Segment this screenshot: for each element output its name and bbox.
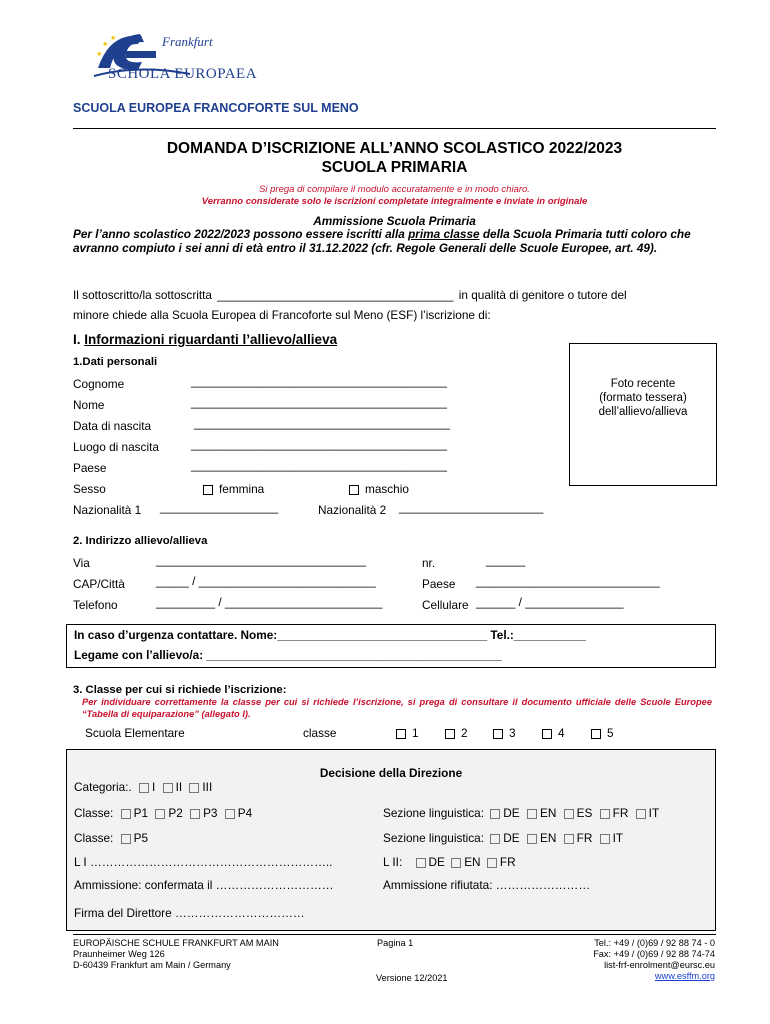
admission-heading: Ammissione Scuola Primaria bbox=[313, 214, 476, 228]
category-i-checkbox[interactable]: I bbox=[139, 780, 155, 794]
primary-school-label: Scuola Elementare bbox=[85, 726, 185, 740]
parent-name-field[interactable]: ____________________________________ bbox=[217, 288, 454, 302]
birthdate-field[interactable]: _______________________________________ bbox=[194, 416, 450, 430]
lang-fr-checkbox[interactable]: FR bbox=[600, 806, 629, 820]
svg-text:★: ★ bbox=[110, 35, 117, 42]
checkbox-icon bbox=[203, 485, 213, 495]
emergency-contact-field[interactable]: In caso d’urgenza contattare. Nome:________________________________ Tel.:___________ bbox=[74, 628, 586, 642]
decision-box bbox=[66, 749, 716, 931]
decision-title: Decisione della Direzione bbox=[319, 766, 463, 780]
note-line-1: Si prega di compilare il modulo accuratamente e in modo chiaro. bbox=[259, 184, 530, 195]
class-p4-checkbox[interactable]: P4 bbox=[225, 806, 252, 820]
class-heading: 3. Classe per cui si richiede l’iscrizione: bbox=[73, 684, 287, 696]
number-field[interactable]: ______ bbox=[486, 553, 526, 567]
checkbox-icon bbox=[445, 729, 455, 739]
class-p1-checkbox[interactable]: P1 bbox=[121, 806, 148, 820]
lang-it-checkbox[interactable]: IT bbox=[636, 806, 659, 820]
lang-es-checkbox[interactable]: ES bbox=[564, 806, 593, 820]
class-1-checkbox[interactable]: 1 bbox=[396, 726, 419, 740]
category-ii-checkbox[interactable]: II bbox=[163, 780, 183, 794]
field-label-number: nr. bbox=[422, 556, 436, 570]
checkbox-icon bbox=[591, 729, 601, 739]
header-rule bbox=[73, 128, 716, 129]
lang2-de-checkbox[interactable]: DE bbox=[490, 831, 519, 845]
checkbox-icon bbox=[349, 485, 359, 495]
page-number: Pagina 1 bbox=[377, 938, 414, 948]
female-checkbox[interactable]: femmina bbox=[203, 482, 264, 496]
intro-line-2: minore chiede alla Scuola Europea di Francoforte sul Meno (ESF) l’iscrizione di: bbox=[73, 308, 491, 322]
class-note: Per individuare correttamente la classe per cui si richiede l’iscrizione, si prega di consultare il documento ufficiale delle Scuole Europee “Tabella di equiparazione” (allegato I). bbox=[82, 697, 712, 719]
mobile-field[interactable]: ______ / _______________ bbox=[476, 595, 624, 609]
field-label-phone: Telefono bbox=[73, 598, 118, 612]
street-field[interactable]: ________________________________ bbox=[156, 553, 366, 567]
emergency-box bbox=[66, 624, 716, 668]
class-4-checkbox[interactable]: 4 bbox=[542, 726, 565, 740]
photo-box[interactable] bbox=[569, 343, 717, 486]
photo-label-3: dell’allievo/allieva bbox=[598, 406, 688, 418]
school-name: SCUOLA EUROPEA FRANCOFORTE SUL MENO bbox=[73, 101, 359, 115]
nationality-1-field[interactable]: __________________ bbox=[160, 500, 279, 514]
field-label-country: Paese bbox=[73, 461, 107, 475]
surname-field[interactable]: _______________________________________ bbox=[191, 374, 447, 388]
footer-contact: Tel.: +49 / (0)69 / 92 88 74 - 0 Fax: +49 / (0)69 / 92 88 74-74 list-frf-enrolment@eursc.eu www.esffm.org bbox=[593, 938, 715, 981]
zip-city-field[interactable]: _____ / ___________________________ bbox=[156, 574, 376, 588]
field-label-sex: Sesso bbox=[73, 482, 106, 496]
checkbox-icon bbox=[396, 729, 406, 739]
category-iii-checkbox[interactable]: III bbox=[189, 780, 212, 794]
director-signature-field[interactable]: Firma del Direttore …………………………… bbox=[74, 906, 305, 920]
birthplace-field[interactable]: _______________________________________ bbox=[191, 437, 447, 451]
footer-rule bbox=[73, 934, 716, 935]
male-checkbox[interactable]: maschio bbox=[349, 482, 409, 496]
field-label-nationality-2: Nazionalità 2 bbox=[318, 503, 387, 517]
l2-de-checkbox[interactable]: DE bbox=[416, 855, 445, 869]
language-row-2: Sezione linguistica: DE EN FR IT bbox=[383, 831, 624, 845]
l1-field[interactable]: L I …………………………………………………….. bbox=[74, 855, 333, 869]
logo-text-bottom: SCHOLA EUROPAEA bbox=[108, 66, 258, 82]
intro-line-1: Il sottoscritto/la sottoscritta ____________________________________ in qualità di genitore o tutore del bbox=[73, 288, 627, 302]
form-subtitle: SCUOLA PRIMARIA bbox=[321, 159, 468, 176]
personal-data-heading: 1.Dati personali bbox=[73, 356, 158, 368]
svg-text:★: ★ bbox=[102, 41, 109, 48]
country-field[interactable]: _______________________________________ bbox=[191, 458, 447, 472]
lang-en-checkbox[interactable]: EN bbox=[527, 806, 556, 820]
field-label-birthplace: Luogo di nascita bbox=[73, 440, 159, 454]
admission-confirmed-field[interactable]: Ammissione: confermata il ………………………… bbox=[74, 878, 334, 892]
field-label-street: Via bbox=[73, 556, 90, 570]
class-p2-checkbox[interactable]: P2 bbox=[155, 806, 182, 820]
lang2-en-checkbox[interactable]: EN bbox=[527, 831, 556, 845]
photo-label-1: Foto recente bbox=[610, 378, 676, 390]
section-1-title: I. Informazioni riguardanti l’allievo/allieva bbox=[73, 332, 338, 347]
school-logo bbox=[80, 24, 280, 88]
class-2-checkbox[interactable]: 2 bbox=[445, 726, 468, 740]
address-country-field[interactable]: ____________________________ bbox=[476, 574, 660, 588]
field-label-name: Nome bbox=[73, 398, 105, 412]
website-link[interactable]: www.esffm.org bbox=[654, 971, 715, 981]
category-row: Categoria:. I II III bbox=[74, 780, 213, 794]
nationality-2-field[interactable]: ______________________ bbox=[399, 500, 544, 514]
version-label: Versione 12/2021 bbox=[376, 973, 448, 983]
admission-refused-field[interactable]: Ammissione rifiutata: …………………… bbox=[383, 878, 591, 892]
relationship-field[interactable]: Legame con l’allievo/a: _____________________________________________ bbox=[74, 648, 502, 662]
class-row-1: Classe: P1 P2 P3 P4 bbox=[74, 806, 253, 820]
l2-row: L II: DE EN FR bbox=[383, 855, 516, 869]
l2-en-checkbox[interactable]: EN bbox=[451, 855, 480, 869]
address-heading: 2. Indirizzo allievo/allieva bbox=[73, 535, 208, 547]
note-line-2: Verranno considerate solo le iscrizioni completate integralmente e inviate in originale bbox=[201, 196, 588, 207]
class-p3-checkbox[interactable]: P3 bbox=[190, 806, 217, 820]
field-label-nationality-1: Nazionalità 1 bbox=[73, 503, 142, 517]
phone-field[interactable]: _________ / ________________________ bbox=[156, 595, 383, 609]
checkbox-icon bbox=[542, 729, 552, 739]
field-label-mobile: Cellulare bbox=[422, 598, 469, 612]
class-3-checkbox[interactable]: 3 bbox=[493, 726, 516, 740]
class-5-checkbox[interactable]: 5 bbox=[591, 726, 614, 740]
name-field[interactable]: _______________________________________ bbox=[191, 395, 447, 409]
lang2-fr-checkbox[interactable]: FR bbox=[564, 831, 593, 845]
field-label-zip-city: CAP/Città bbox=[73, 577, 125, 591]
class-row-2: Classe: P5 bbox=[74, 831, 149, 845]
field-label-surname: Cognome bbox=[73, 377, 125, 391]
language-row-1: Sezione linguistica: DE EN ES FR IT bbox=[383, 806, 660, 820]
field-label-address-country: Paese bbox=[422, 577, 456, 591]
class-p5-checkbox[interactable]: P5 bbox=[121, 831, 148, 845]
footer-address: EUROPÄISCHE SCHULE FRANKFURT AM MAIN Praunheimer Weg 126 D-60439 Frankfurt am Main / Germany bbox=[73, 938, 279, 970]
photo-label-2: (formato tessera) bbox=[599, 392, 687, 404]
l2-fr-checkbox[interactable]: FR bbox=[487, 855, 516, 869]
admission-text: Per l’anno scolastico 2022/2023 possono essere iscritti alla prima classe della Scuola Primaria tutti coloro che avranno compiuto i sei anni di età entro il 31.12.2022 (cfr. Regole Generali delle Scuole Europee, art. 49). bbox=[73, 227, 691, 255]
form-title: DOMANDA D’ISCRIZIONE ALL’ANNO SCOLASTICO 2022/2023 bbox=[166, 140, 623, 157]
field-label-birthdate: Data di nascita bbox=[73, 419, 152, 433]
lang-de-checkbox[interactable]: DE bbox=[490, 806, 519, 820]
svg-text:★: ★ bbox=[96, 51, 103, 58]
checkbox-icon bbox=[493, 729, 503, 739]
class-label: classe bbox=[303, 726, 337, 740]
lang2-it-checkbox[interactable]: IT bbox=[600, 831, 623, 845]
logo-text-top: Frankfurt bbox=[162, 34, 213, 49]
